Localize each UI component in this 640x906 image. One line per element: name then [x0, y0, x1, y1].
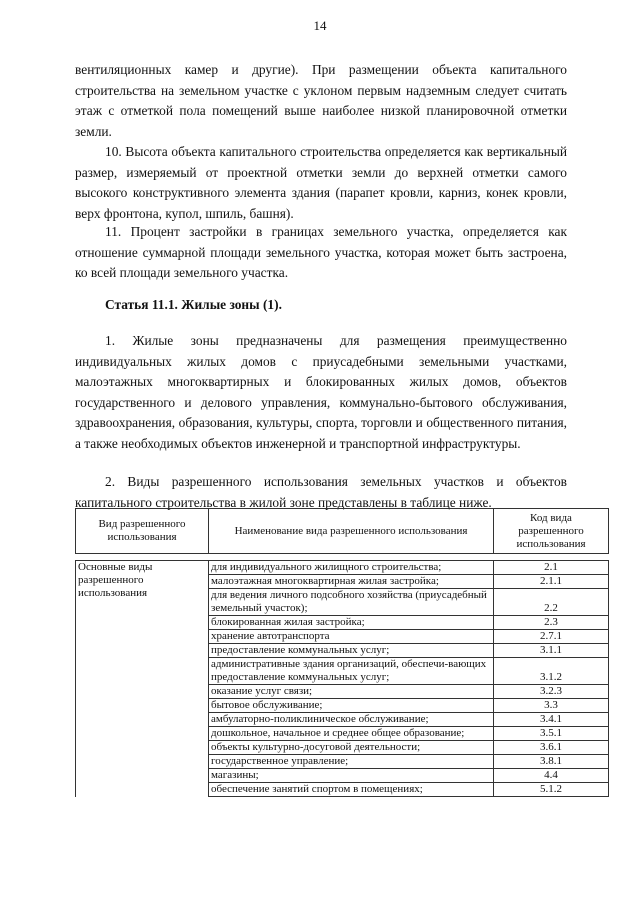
header-code: Код вида разрешенного использования: [494, 509, 609, 554]
use-code-cell: 5.1.2: [494, 783, 609, 797]
paragraph-11: [75, 222, 567, 284]
use-code-cell: 3.3: [494, 699, 609, 713]
use-name-cell: объекты культурно-досуговой деятельности;: [209, 741, 494, 755]
paragraph-text: вентиляционных камер и другие). При размещении объекта капитального строительства на земельном участке с уклоном первым надземным следует считать этаж с отметкой пола помещений выше наиболее низкой планировочной отметки земли.: [75, 62, 567, 139]
use-name-cell: дошкольное, начальное и среднее общее образование;: [209, 727, 494, 741]
table-header-row: [76, 509, 609, 554]
header-name: Наименование вида разрешенного использования: [209, 509, 494, 554]
use-code-cell: 2.1.1: [494, 575, 609, 589]
use-name-cell: бытовое обслуживание;: [209, 699, 494, 713]
article-heading: Статья 11.1. Жилые зоны (1).: [105, 297, 282, 312]
paragraph-continuation: [75, 60, 567, 142]
use-code-cell: 3.1.1: [494, 644, 609, 658]
paragraph-text: 2. Виды разрешенного использования земельных участков и объектов капитального строительства в жилой зоне представлены в таблице ниже.: [75, 474, 567, 510]
use-name-cell: хранение автотранспорта: [209, 630, 494, 644]
paragraph-text: 10. Высота объекта капитального строительства определяется как вертикальный размер, измеряемый от проектной отметки земли до верхней отметки самого высокого конструктивного элемента здания (парапет кровли, карниз, конек кровли, верх фронтона, купол, шпиль, башня).: [75, 144, 567, 221]
use-name-cell: амбулаторно-поликлиническое обслуживание;: [209, 713, 494, 727]
use-name-cell: предоставление коммунальных услуг;: [209, 644, 494, 658]
paragraph-10: [75, 142, 567, 224]
paragraph-text: 1. Жилые зоны предназначены для размещения преимущественно индивидуальных жилых домов с приусадебными земельными участками, малоэтажных многоквартирных и блокированных жилых домов, объектов государственного и делового управления, коммунально-бытового обслуживания, здравоохранения, образования, культуры, спорта, торговли и общественного питания, а также необходимых объектов инженерной и транспортной инфраструктуры.: [75, 333, 567, 451]
use-code-cell: 3.1.2: [494, 658, 609, 685]
use-name-cell: административные здания организаций, обеспечи-вающих предоставление коммунальных услуг;: [209, 658, 494, 685]
use-name-cell: обеспечение занятий спортом в помещениях;: [209, 783, 494, 797]
use-code-cell: 2.3: [494, 616, 609, 630]
use-code-cell: 2.7.1: [494, 630, 609, 644]
use-code-cell: 2.1: [494, 561, 609, 575]
use-name-cell: для ведения личного подсобного хозяйства (приусадебный земельный участок);: [209, 589, 494, 616]
table-row: [76, 561, 609, 575]
use-code-cell: 3.8.1: [494, 755, 609, 769]
paragraph-zone-2: [75, 472, 567, 513]
paragraph-zone-1: [75, 331, 567, 454]
category-cell: Основные виды разрешенного использования: [76, 561, 209, 797]
use-name-cell: оказание услуг связи;: [209, 685, 494, 699]
use-code-cell: 4.4: [494, 769, 609, 783]
header-type: Вид разрешенного использования: [76, 509, 209, 554]
use-code-cell: 3.5.1: [494, 727, 609, 741]
use-name-cell: для индивидуального жилищного строительства;: [209, 561, 494, 575]
use-name-cell: блокированная жилая застройка;: [209, 616, 494, 630]
table-body: [76, 561, 609, 797]
use-code-cell: 3.4.1: [494, 713, 609, 727]
use-code-cell: 3.2.3: [494, 685, 609, 699]
use-code-cell: 3.6.1: [494, 741, 609, 755]
use-name-cell: государственное управление;: [209, 755, 494, 769]
use-code-cell: 2.2: [494, 589, 609, 616]
page-number: 14: [313, 18, 327, 33]
land-use-table: [75, 508, 609, 797]
use-name-cell: магазины;: [209, 769, 494, 783]
paragraph-text: 11. Процент застройки в границах земельного участка, определяется как отношение суммарной площади земельного участка, которая может быть застроена, ко всей площади земельного участка.: [75, 224, 567, 280]
use-name-cell: малоэтажная многоквартирная жилая застройка;: [209, 575, 494, 589]
